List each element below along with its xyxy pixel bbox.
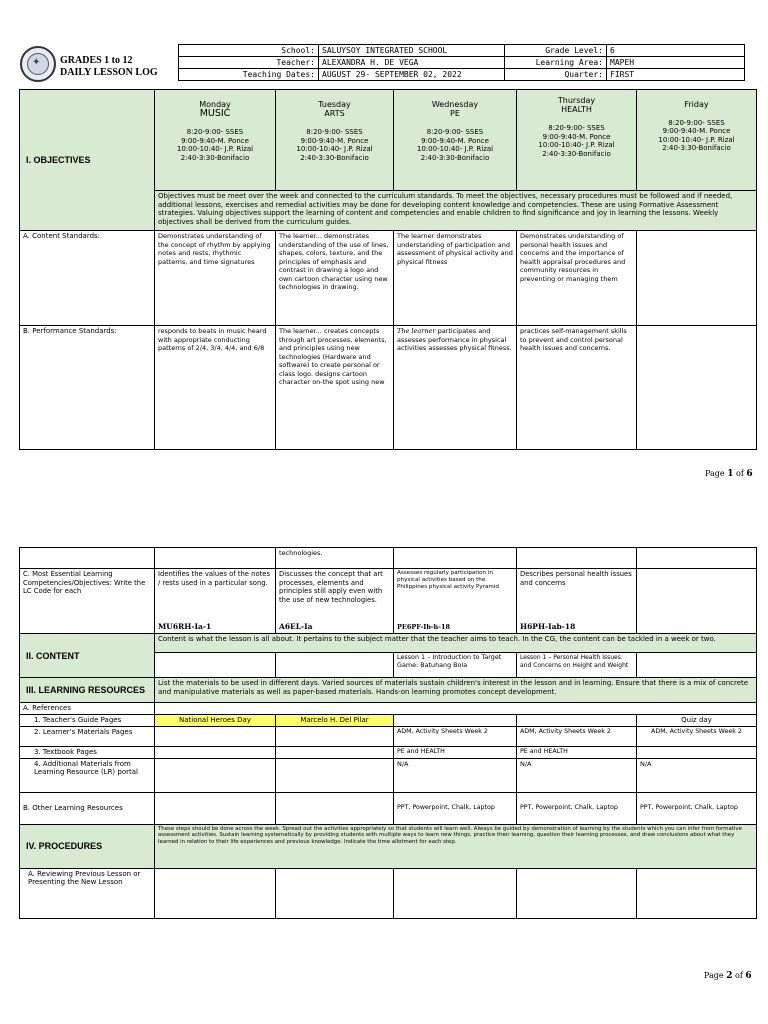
day-subject: PE bbox=[450, 108, 460, 118]
objectives-title: I. OBJECTIVES bbox=[26, 155, 91, 165]
objectives-note: Objectives must be meet over the week and connected to the curriculum standards. To meet the objectives, necessary procedures must be followed and if needed, additional lessons, exercises and remedial activities may be done for developing content knowledge and competencies. These are using Formative Assessment strategies. Valuing objectives support the learning of content and competencies and enable children to find significance and joy in learning the lessons. Weekly objectives shall be derived from the curriculum guides. bbox=[155, 191, 757, 231]
olr-monday bbox=[155, 792, 276, 824]
learning-area-value: MAPEH bbox=[607, 57, 745, 69]
olr-thursday: PPT, Powerpoint, Chalk, Laptop bbox=[517, 792, 637, 824]
melc-text: Assesses regularly participation in physical activities based on the Philippines physical activity Pyramid bbox=[397, 570, 499, 590]
day-tuesday bbox=[276, 90, 394, 191]
time-slot: 8:20-9:00- SSES bbox=[668, 118, 725, 127]
day-name: Thursday bbox=[557, 96, 596, 105]
day-subject: HEALTH bbox=[561, 104, 592, 114]
performance-standard-thursday: practices self-management skills to prevent and control personal health issues and concerns. bbox=[517, 326, 637, 450]
content-thursday: Lesson 1 – Personal Health Issues and Concerns on Height and Weight bbox=[517, 653, 637, 678]
content-monday bbox=[155, 653, 276, 678]
time-slot: 2:40-3:30-Bonifacio bbox=[180, 153, 250, 162]
lesson-log-page1 bbox=[19, 89, 757, 450]
time-slot: 2:40-3:30-Bonifacio bbox=[420, 153, 490, 162]
page-current: 2 bbox=[726, 971, 733, 981]
empty-cell bbox=[517, 548, 637, 569]
empty-cell bbox=[20, 548, 155, 569]
lc-code: PE6PF-Ib-h-18 bbox=[397, 623, 451, 632]
learners-materials-label: 2. Learner's Materials Pages bbox=[20, 726, 155, 746]
lc-code: A6EL-Ia bbox=[279, 621, 313, 631]
content-standard-tuesday: The learner... demonstrates understanding of the use of lines, shapes, colors, texture, and the principles of emphasis and contrast in drawing a logo and own cartoon character using new technologies in drawing. bbox=[276, 231, 394, 326]
page-of: of bbox=[736, 469, 744, 478]
header-info-table bbox=[178, 44, 745, 81]
review-monday bbox=[155, 868, 276, 918]
melc-monday bbox=[155, 569, 276, 634]
content-standard-friday bbox=[637, 231, 757, 326]
time-slot: 2:40-3:30-Bonifacio bbox=[542, 149, 611, 158]
references-label: A. References bbox=[20, 703, 155, 715]
content-standard-thursday: Demonstrates understanding of personal health issues and concerns and the importance of health appraisal procedures and community resources in preventing or managing them bbox=[517, 231, 637, 326]
time-slot: 10:00-10:40- J.P. Rizal bbox=[538, 141, 615, 149]
melc-friday bbox=[637, 569, 757, 634]
quarter-label: Quarter: bbox=[505, 69, 607, 81]
time-slot: 9:00-9:40-M. Ponce bbox=[300, 136, 369, 145]
tg-tuesday: Marcelo H. Del Pilar bbox=[276, 714, 394, 726]
teaching-dates-value: AUGUST 29- SEPTEMBER 02, 2022 bbox=[319, 69, 505, 81]
tb-monday bbox=[155, 746, 276, 758]
empty-cell bbox=[394, 548, 517, 569]
am-thursday: N/A bbox=[517, 758, 637, 792]
time-slot: 2:40-3:30-Bonifacio bbox=[300, 153, 369, 162]
am-wednesday: N/A bbox=[394, 758, 517, 792]
time-slot: 9:00-9:40-M. Ponce bbox=[662, 127, 731, 135]
empty-cell bbox=[637, 548, 757, 569]
performance-standards-label: B. Performance Standards: bbox=[20, 326, 155, 450]
deped-seal-logo: ✦ bbox=[20, 46, 56, 82]
objectives-section bbox=[20, 90, 155, 231]
day-name: Monday bbox=[199, 100, 231, 109]
teachers-guide-label: 1. Teacher's Guide Pages bbox=[20, 714, 155, 726]
review-tuesday bbox=[276, 868, 394, 918]
time-slot: 2:40-3:30-Bonifacio bbox=[662, 144, 731, 152]
grade-level-value: 6 bbox=[607, 45, 745, 57]
procedures-section bbox=[20, 824, 155, 868]
time-slot: 9:00-9:40-M. Ponce bbox=[181, 136, 249, 145]
time-slot: 10:00-10:40- J.P. Rizal bbox=[416, 145, 494, 153]
day-name: Wednesday bbox=[431, 100, 479, 109]
quarter-value: FIRST bbox=[607, 69, 745, 81]
ps-wednesday-text: participates and assesses performance in physical activities assesses physical fitness. bbox=[397, 327, 512, 352]
learning-resources-section bbox=[20, 678, 155, 703]
other-resources-label: B. Other Learning Resources bbox=[20, 792, 155, 824]
time-slot: 10:00-10:40- J.P. Rizal bbox=[176, 145, 254, 153]
day-thursday bbox=[517, 90, 637, 191]
reviewing-lesson-label: A. Reviewing Previous Lesson or Presenting the New Lesson bbox=[20, 868, 155, 918]
day-wednesday bbox=[394, 90, 517, 191]
day-subject: ARTS bbox=[324, 108, 345, 118]
teaching-dates-label: Teaching Dates: bbox=[179, 69, 319, 81]
time-slot: 8:20-9:00- SSES bbox=[186, 128, 244, 136]
day-friday bbox=[637, 90, 757, 191]
ps-italic-prefix: The learner bbox=[397, 327, 436, 335]
lc-code: H6PH-Iab-18 bbox=[520, 621, 576, 631]
school-label: School: bbox=[179, 45, 319, 57]
lm-wednesday: ADM, Activity Sheets Week 2 bbox=[394, 726, 517, 746]
page-number-2 bbox=[704, 971, 752, 981]
tg-friday: Quiz day bbox=[637, 714, 757, 726]
performance-standard-monday: responds to beats in music heard with appropriate conducting patterns of 2/4, 3/4, 4/4, and 6/8 bbox=[155, 326, 276, 450]
title-line1: GRADES 1 to 12 bbox=[60, 55, 133, 66]
melc-tuesday bbox=[276, 569, 394, 634]
tb-tuesday bbox=[276, 746, 394, 758]
time-slot: 10:00-10:40- J.P. Rizal bbox=[296, 145, 373, 153]
page-current: 1 bbox=[727, 469, 734, 479]
page-total: 6 bbox=[745, 971, 752, 981]
review-thursday bbox=[517, 868, 637, 918]
am-monday bbox=[155, 758, 276, 792]
content-tuesday bbox=[276, 653, 394, 678]
performance-standard-wednesday bbox=[394, 326, 517, 450]
melc-wednesday bbox=[394, 569, 517, 634]
procedures-note: These steps should be done across the week. Spread out the activities appropriately so that students will learn well. Always be guided by demonstration of learning by the students which you can infer from formative assessment activities. Sustain learning systematically by providing students with multiple ways to learn new things, practice their learning, question their learning processes, and draw conclusions about what they learned in relation to their life experiences and previous knowledge. Indicate the time allotment for each step. bbox=[155, 824, 757, 868]
textbook-pages-label: 3. Textbook Pages bbox=[20, 746, 155, 758]
melc-thursday bbox=[517, 569, 637, 634]
olr-tuesday bbox=[276, 792, 394, 824]
review-friday bbox=[637, 868, 757, 918]
melc-text: Describes personal health issues and concerns bbox=[520, 570, 632, 587]
empty-cell bbox=[155, 548, 276, 569]
lm-thursday: ADM, Activity Sheets Week 2 bbox=[517, 726, 637, 746]
performance-standard-tuesday: The learner... creates concepts through art processes, elements, and principles using new technologies (Hardware and software) to create personal or class logo. designs cartoon character on-the spot using new bbox=[276, 326, 394, 450]
content-title: II. CONTENT bbox=[26, 650, 80, 661]
lc-code: MU6RH-Ia-1 bbox=[158, 621, 212, 631]
empty-cell bbox=[155, 703, 757, 715]
day-monday bbox=[155, 90, 276, 191]
content-section bbox=[20, 634, 155, 678]
time-slot: 8:20-9:00- SSES bbox=[306, 128, 363, 136]
lesson-log-page2 bbox=[19, 547, 757, 919]
tg-wednesday bbox=[394, 714, 517, 726]
time-slot: 9:00-9:40-M. Ponce bbox=[421, 136, 489, 145]
document-title bbox=[60, 55, 158, 79]
learning-resources-title: III. LEARNING RESOURCES bbox=[26, 684, 146, 695]
content-standard-wednesday: The learner demonstrates understanding of participation and assessment of physical activity and physical fitness bbox=[394, 231, 517, 326]
additional-materials-label: 4. Additional Materials from Learning Resource (LR) portal bbox=[20, 758, 155, 792]
am-tuesday bbox=[276, 758, 394, 792]
content-standard-monday: Demonstrates understanding of the concept of rhythm by applying notes and rests, rhythmic patterns, and time signatures bbox=[155, 231, 276, 326]
review-wednesday bbox=[394, 868, 517, 918]
learning-resources-note: List the materials to be used in different days. Varied sources of materials sustain children's interest in the lesson and in learning. Ensure that there is a mix of concrete and manipulative materials as well as paper-based materials. Hands-on learning promotes concept development. bbox=[155, 678, 757, 703]
learning-area-label: Learning Area: bbox=[505, 57, 607, 69]
lm-tuesday bbox=[276, 726, 394, 746]
olr-friday: PPT, Powerpoint, Chalk, Laptop bbox=[637, 792, 757, 824]
tg-monday: National Heroes Day bbox=[155, 714, 276, 726]
school-value: SALUYSOY INTEGRATED SCHOOL bbox=[319, 45, 505, 57]
lm-friday: ADM, Activity Sheets Week 2 bbox=[637, 726, 757, 746]
page-label: Page bbox=[705, 469, 725, 478]
teacher-value: ALEXANDRA H. DE VEGA bbox=[319, 57, 505, 69]
tb-wednesday: PE and HEALTH bbox=[394, 746, 517, 758]
page-total: 6 bbox=[746, 469, 753, 479]
content-standards-label: A. Content Standards: bbox=[20, 231, 155, 326]
melc-label: C. Most Essential Learning Competencies/Objectives: Write the LC Code for each bbox=[20, 569, 155, 634]
page-label: Page bbox=[704, 971, 724, 980]
page-of: of bbox=[735, 971, 743, 980]
olr-wednesday: PPT, Powerpoint, Chalk, Laptop bbox=[394, 792, 517, 824]
time-slot: 8:20-9:00- SSES bbox=[426, 128, 484, 136]
am-friday: N/A bbox=[637, 758, 757, 792]
time-slot: 10:00-10:40- J.P. Rizal bbox=[658, 135, 735, 144]
content-note: Content is what the lesson is all about. It pertains to the subject matter that the teacher aims to teach. In the CG, the content can be tackled in a week or two. bbox=[155, 634, 757, 653]
tb-thursday: PE and HEALTH bbox=[517, 746, 637, 758]
tech-continued: technologies. bbox=[276, 548, 394, 569]
melc-text: Identifies the values of the notes / rests used in a particular song. bbox=[158, 570, 270, 587]
day-name: Friday bbox=[684, 100, 709, 109]
tg-thursday bbox=[517, 714, 637, 726]
content-friday bbox=[637, 653, 757, 678]
day-subject: MUSIC bbox=[199, 107, 231, 119]
content-wednesday: Lesson 1 – Introduction to Target Game: Batuhang Bola bbox=[394, 653, 517, 678]
procedures-title: IV. PROCEDURES bbox=[26, 841, 103, 851]
time-slot: 8:20-9:00- SSES bbox=[548, 124, 605, 132]
performance-standard-friday bbox=[637, 326, 757, 450]
title-line2: DAILY LESSON LOG bbox=[60, 67, 158, 78]
tb-friday bbox=[637, 746, 757, 758]
lm-monday bbox=[155, 726, 276, 746]
page-number-1 bbox=[705, 469, 753, 479]
time-slot: 9:00-9:40-M. Ponce bbox=[542, 132, 611, 141]
teacher-label: Teacher: bbox=[179, 57, 319, 69]
melc-text: Discusses the concept that art processes, elements and principles still apply even with the use of new technologies. bbox=[279, 570, 383, 604]
grade-level-label: Grade Level: bbox=[505, 45, 607, 57]
day-name: Tuesday bbox=[318, 100, 351, 109]
